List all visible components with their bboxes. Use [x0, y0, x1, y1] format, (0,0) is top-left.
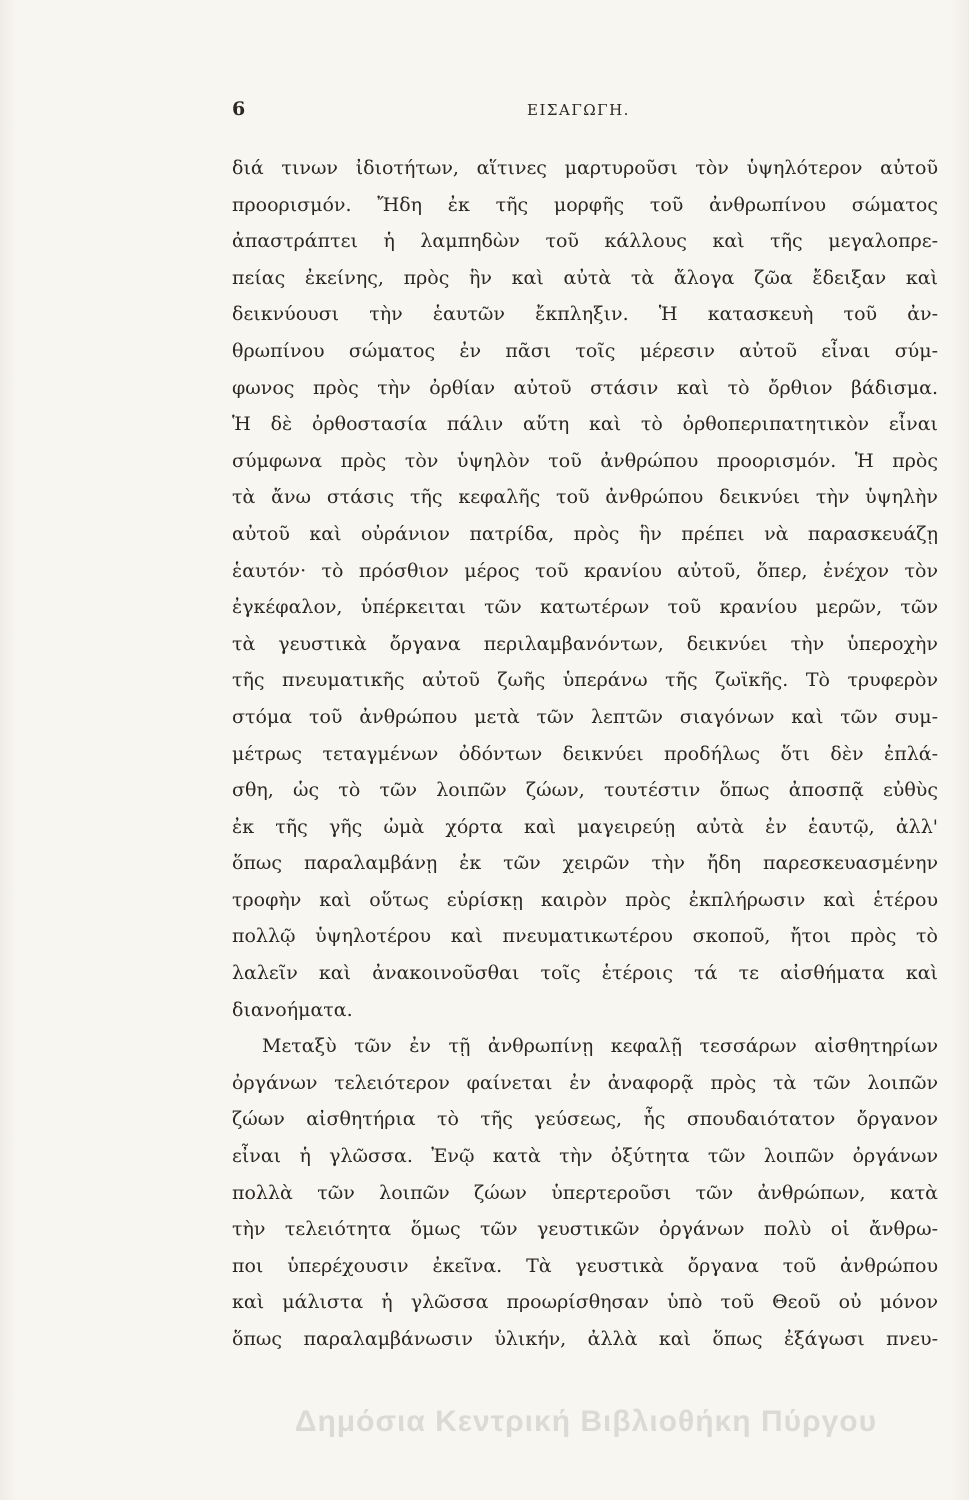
text-line: τροφὴν καὶ οὕτως εὑρίσκῃ καιρὸν πρὸς ἐκπλήρωσιν καὶ ἑτέρου: [232, 888, 938, 911]
text-line: σθη, ὡς τὸ τῶν λοιπῶν ζώων, τουτέστιν ὅπως ἀποσπᾷ εὐθὺς: [232, 779, 938, 802]
text-line: Ἡ δὲ ὀρθοστασία πάλιν αὕτη καὶ τὸ ὀρθοπεριπατητικὸν εἶναι: [232, 413, 938, 436]
text-line: τὰ γευστικὰ ὄργανα περιλαμβανόντων, δεικνύει τὴν ὑπεροχὴν: [232, 632, 938, 655]
text-line: ὀργάνων τελειότερον φαίνεται ἐν ἀναφορᾷ πρὸς τὰ τῶν λοιπῶν: [232, 1071, 938, 1094]
body-text: [232, 150, 938, 1358]
text-line: τὴν τελειότητα ὅμως τῶν γευστικῶν ὀργάνων πολὺ οἱ ἄνθρω-: [232, 1218, 938, 1241]
text-line: φωνος πρὸς τὴν ὀρθίαν αὐτοῦ στάσιν καὶ τὸ ὄρθιον βάδισμα.: [232, 376, 938, 399]
running-title: ΕΙΣΑΓΩΓΗ.: [527, 101, 630, 119]
text-line: διά τινων ἰδιοτήτων, αἵτινες μαρτυροῦσι τὸν ὑψηλότερον αὐτοῦ: [232, 157, 938, 179]
text-line: ἑαυτόν· τὸ πρόσθιον μέρος τοῦ κρανίου αὐτοῦ, ὅπερ, ἐνέχον τὸν: [232, 559, 938, 582]
text-line: Μεταξὺ τῶν ἐν τῇ ἀνθρωπίνῃ κεφαλῇ τεσσάρων αἰσθητηρίων: [262, 1035, 938, 1058]
paragraph-1: [232, 150, 938, 1028]
text-line: πολλῷ ὑψηλοτέρου καὶ πνευματικωτέρου σκοποῦ, ἤτοι πρὸς τὸ: [232, 925, 938, 948]
text-line: ἐκ τῆς γῆς ὠμὰ χόρτα καὶ μαγειρεύῃ αὐτὰ ἐν ἑαυτῷ, ἀλλ': [232, 815, 938, 838]
text-line: ἐγκέφαλον, ὑπέρκειται τῶν κατωτέρων τοῦ κρανίου μερῶν, τῶν: [232, 596, 938, 619]
library-watermark: Δημόσια Κεντρική Βιβλιοθήκη Πύργου: [294, 1405, 878, 1438]
text-line: τὰ ἄνω στάσις τῆς κεφαλῆς τοῦ ἀνθρώπου δεικνύει τὴν ὑψηλὴν: [232, 486, 938, 509]
text-line: διανοήματα.: [232, 998, 353, 1021]
page-number: 6: [232, 98, 246, 120]
text-line: πείας ἐκείνης, πρὸς ἣν καὶ αὐτὰ τὰ ἄλογα ζῶα ἔδειξαν καὶ: [232, 266, 938, 289]
text-line: αὐτοῦ καὶ οὐράνιον πατρίδα, πρὸς ἣν πρέπει νὰ παρασκευάζῃ: [232, 522, 938, 545]
text-line: τῆς πνευματικῆς αὐτοῦ ζωῆς ὑπεράνω τῆς ζωϊκῆς. Τὸ τρυφερὸν: [232, 669, 938, 692]
text-line: ἀπαστράπτει ἡ λαμπηδὼν τοῦ κάλλους καὶ τῆς μεγαλοπρε-: [232, 230, 938, 253]
text-line: στόμα τοῦ ἀνθρώπου μετὰ τῶν λεπτῶν σιαγόνων καὶ τῶν συμ-: [232, 705, 938, 728]
text-line: καὶ μάλιστα ἡ γλῶσσα προωρίσθησαν ὑπὸ τοῦ Θεοῦ οὐ μόνον: [232, 1291, 938, 1314]
text-line: εἶναι ἡ γλῶσσα. Ἐνῷ κατὰ τὴν ὀξύτητα τῶν λοιπῶν ὀργάνων: [232, 1145, 938, 1168]
page-header: [232, 98, 752, 128]
text-line: λαλεῖν καὶ ἀνακοινοῦσθαι τοῖς ἑτέροις τά τε αἰσθήματα καὶ: [232, 962, 938, 985]
text-line: ὅπως παραλαμβάνῃ ἐκ τῶν χειρῶν τὴν ἤδη παρεσκευασμένην: [232, 852, 938, 875]
text-line: μέτρως τεταγμένων ὀδόντων δεικνύει προδήλως ὅτι δὲν ἐπλά-: [232, 742, 938, 765]
text-line: προορισμόν. Ἤδη ἐκ τῆς μορφῆς τοῦ ἀνθρωπίνου σώματος: [232, 193, 938, 216]
text-line: θρωπίνου σώματος ἐν πᾶσι τοῖς μέρεσιν αὐτοῦ εἶναι σύμ-: [232, 339, 938, 362]
text-line: δεικνύουσι τὴν ἑαυτῶν ἔκπληξιν. Ἡ κατασκευὴ τοῦ ἀν-: [232, 303, 938, 326]
text-line: ὅπως παραλαμβάνωσιν ὑλικήν, ἀλλὰ καὶ ὅπως ἐξάγωσι πνευ-: [232, 1328, 938, 1350]
text-line: σύμφωνα πρὸς τὸν ὑψηλὸν τοῦ ἀνθρώπου προορισμόν. Ἡ πρὸς: [232, 449, 938, 472]
text-line: ποι ὑπερέχουσιν ἐκεῖνα. Τὰ γευστικὰ ὄργανα τοῦ ἀνθρώπου: [232, 1254, 938, 1277]
text-line: πολλὰ τῶν λοιπῶν ζώων ὑπερτεροῦσι τῶν ἀνθρώπων, κατὰ: [232, 1181, 938, 1204]
paragraph-2: [232, 1028, 938, 1357]
text-line: ζώων αἰσθητήρια τὸ τῆς γεύσεως, ἧς σπουδαιότατον ὄργανον: [232, 1108, 938, 1131]
